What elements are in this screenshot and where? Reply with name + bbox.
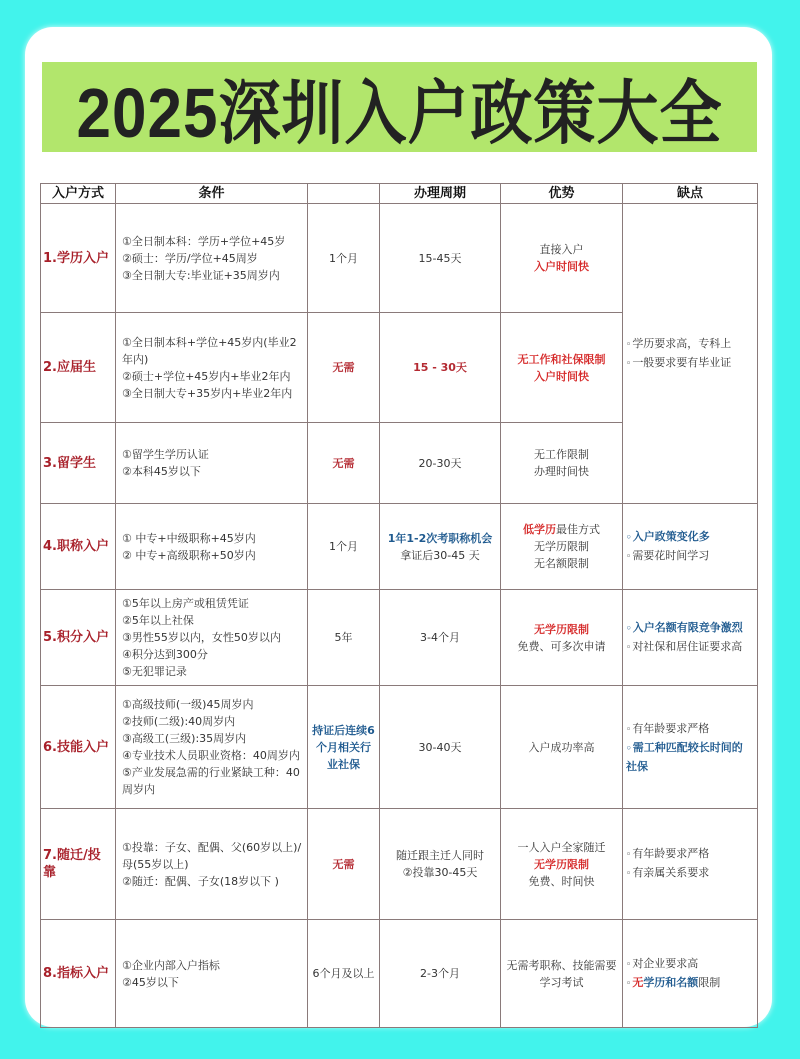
requirement-cell: 无需 bbox=[308, 423, 380, 504]
advantage-item: 一人入户全家随迁 bbox=[517, 840, 606, 854]
advantage-item: 办理时间快 bbox=[534, 465, 589, 478]
advantages-cell bbox=[501, 809, 623, 920]
advantage-item: 入户成功率高 bbox=[528, 740, 595, 754]
header-conditions: 条件 bbox=[116, 184, 308, 204]
table-row bbox=[41, 204, 758, 313]
period-cell bbox=[380, 504, 501, 590]
advantage-item: 无需考职称、技能需要学习考试 bbox=[506, 958, 617, 989]
cons-item: ◦ 需要花时间学习 bbox=[626, 547, 753, 566]
period-cell: 2-3个月 bbox=[380, 920, 501, 1028]
cons-cell bbox=[623, 590, 758, 686]
advantage-item: 无学历限制 bbox=[534, 622, 589, 636]
cons-item: ◦ 需工种匹配较长时间的社保 bbox=[626, 739, 753, 775]
table-row bbox=[41, 686, 758, 809]
page-title: 2025深圳入户政策大全 bbox=[76, 75, 723, 153]
header-cons: 缺点 bbox=[623, 184, 758, 204]
condition-item: ⑤产业发展急需的行业紧缺工种：40周岁内 bbox=[122, 766, 300, 796]
period-cell: 30-40天 bbox=[380, 686, 501, 809]
cons-highlight-red: 无 bbox=[632, 975, 644, 989]
requirement-cell: 无需 bbox=[308, 809, 380, 920]
condition-item: ③高级工(三级):35周岁内 bbox=[122, 732, 247, 745]
advantage-item bbox=[505, 521, 618, 538]
cons-cell bbox=[623, 686, 758, 809]
conditions-cell bbox=[116, 504, 308, 590]
period-item: ②投靠30-45天 bbox=[402, 866, 478, 879]
condition-item: ①企业内部入户指标 bbox=[122, 958, 220, 972]
title-banner bbox=[42, 62, 757, 152]
cons-highlight-blue: 学历和名额 bbox=[643, 975, 699, 989]
condition-item: ⑤无犯罪记录 bbox=[122, 665, 187, 678]
advantage-item: 无工作限制 bbox=[534, 448, 589, 461]
condition-item: ②5年以上社保 bbox=[122, 614, 194, 627]
advantages-cell bbox=[501, 313, 623, 423]
cons-item: ◦ 有年龄要求严格 bbox=[626, 845, 753, 864]
condition-item: ③男性55岁以内，女性50岁以内 bbox=[122, 631, 281, 644]
cons-item: ◦ 有年龄要求严格 bbox=[626, 720, 753, 739]
method-cell: 1.学历入户 bbox=[41, 204, 116, 313]
header-blank bbox=[308, 184, 380, 204]
table-row bbox=[41, 590, 758, 686]
condition-item: ①高级技师(一级)45周岁内 bbox=[122, 698, 254, 711]
advantage-text: 最佳方式 bbox=[556, 523, 600, 536]
advantages-cell bbox=[501, 686, 623, 809]
requirement-cell: 1个月 bbox=[308, 204, 380, 313]
cons-item: ◦ 对企业要求高 bbox=[626, 955, 753, 974]
condition-item: ③全日制大专+35岁内+毕业2年内 bbox=[122, 386, 293, 400]
condition-item: ④积分达到300分 bbox=[122, 648, 208, 661]
advantage-item: 无名额限制 bbox=[534, 557, 589, 570]
advantage-item: 无学历限制 bbox=[534, 857, 589, 871]
period-item: 拿证后30-45 天 bbox=[400, 548, 480, 562]
advantage-item: 无学历限制 bbox=[534, 540, 589, 553]
advantage-item: 免费、时间快 bbox=[528, 874, 595, 888]
cons-item: ◦ 学历要求高，专科上 bbox=[626, 335, 753, 354]
condition-item: ② 中专+高级职称+50岁内 bbox=[122, 548, 256, 562]
cons-item: ◦ 有亲属关系要求 bbox=[626, 864, 753, 883]
period-cell: 15 - 30天 bbox=[380, 313, 501, 423]
period-cell: 20-30天 bbox=[380, 423, 501, 504]
period-item: 随迁跟主迁人同时 bbox=[396, 849, 484, 862]
cons-cell-shared bbox=[623, 204, 758, 504]
requirement-cell: 5年 bbox=[308, 590, 380, 686]
advantages-cell bbox=[501, 204, 623, 313]
requirement-cell: 6个月及以上 bbox=[308, 920, 380, 1028]
cons-item bbox=[626, 974, 753, 993]
period-item: 1年1-2次考职称机会 bbox=[387, 531, 493, 545]
cons-item: ◦ 入户政策变化多 bbox=[626, 528, 753, 547]
header-period: 办理周期 bbox=[380, 184, 501, 204]
cons-item: ◦ 入户名额有限竞争激烈 bbox=[626, 619, 753, 638]
advantages-cell bbox=[501, 590, 623, 686]
method-cell: 7.随迁/投靠 bbox=[41, 809, 116, 920]
advantages-cell bbox=[501, 920, 623, 1028]
method-cell: 2.应届生 bbox=[41, 313, 116, 423]
advantage-item: 入户时间快 bbox=[534, 369, 589, 383]
table-header-row bbox=[41, 184, 758, 204]
condition-item: ②硕士：学历/学位+45周岁 bbox=[122, 251, 258, 265]
condition-item: ②硕士+学位+45岁内+毕业2年内 bbox=[122, 369, 291, 383]
conditions-cell bbox=[116, 686, 308, 809]
cons-item: ◦ 对社保和居住证要求高 bbox=[626, 638, 753, 657]
method-cell: 6.技能入户 bbox=[41, 686, 116, 809]
requirement-cell: 1个月 bbox=[308, 504, 380, 590]
requirement-cell: 持证后连续6个月相关行业社保 bbox=[308, 686, 380, 809]
conditions-cell bbox=[116, 920, 308, 1028]
condition-item: ①全日制本科：学历+学位+45岁 bbox=[122, 234, 286, 248]
condition-item: ① 中专+中级职称+45岁内 bbox=[122, 531, 256, 545]
requirement-cell: 无需 bbox=[308, 313, 380, 423]
period-cell bbox=[380, 809, 501, 920]
condition-item: ②技师(二级):40周岁内 bbox=[122, 715, 236, 728]
table-row bbox=[41, 920, 758, 1028]
cons-cell bbox=[623, 809, 758, 920]
method-cell: 8.指标入户 bbox=[41, 920, 116, 1028]
condition-item: ②随迁：配偶、子女(18岁以下 ) bbox=[122, 874, 279, 888]
conditions-cell bbox=[116, 590, 308, 686]
conditions-cell bbox=[116, 423, 308, 504]
cons-text: 限制 bbox=[698, 975, 721, 989]
method-cell: 4.职称入户 bbox=[41, 504, 116, 590]
advantage-item: 直接入户 bbox=[539, 243, 584, 256]
condition-item: ②45岁以下 bbox=[122, 975, 179, 989]
conditions-cell bbox=[116, 809, 308, 920]
period-cell: 15-45天 bbox=[380, 204, 501, 313]
condition-item: ①全日制本科+学位+45岁内(毕业2年内) bbox=[122, 335, 297, 366]
advantage-item: 无工作和社保限制 bbox=[517, 352, 606, 366]
condition-item: ④专业技术人员职业资格：40周岁内 bbox=[122, 749, 300, 762]
policy-table bbox=[40, 183, 758, 1028]
period-cell: 3-4个月 bbox=[380, 590, 501, 686]
cons-cell bbox=[623, 920, 758, 1028]
condition-item: ①投靠：子女、配偶、父(60岁以上)/母(55岁以上) bbox=[122, 840, 302, 871]
conditions-cell bbox=[116, 204, 308, 313]
conditions-cell bbox=[116, 313, 308, 423]
advantages-cell bbox=[501, 423, 623, 504]
condition-item: ①5年以上房产或租赁凭证 bbox=[122, 597, 249, 610]
cons-cell bbox=[623, 504, 758, 590]
advantage-item: 入户时间快 bbox=[534, 260, 589, 273]
header-method: 入户方式 bbox=[41, 184, 116, 204]
advantage-highlight: 低学历 bbox=[523, 523, 556, 536]
condition-item: ①留学生学历认证 bbox=[122, 448, 209, 461]
advantage-item: 免费、可多次申请 bbox=[517, 639, 606, 653]
table-row bbox=[41, 504, 758, 590]
header-advantages: 优势 bbox=[501, 184, 623, 204]
condition-item: ③全日制大专:毕业证+35周岁内 bbox=[122, 268, 280, 282]
method-cell: 3.留学生 bbox=[41, 423, 116, 504]
cons-item: ◦ 一般要求要有毕业证 bbox=[626, 354, 753, 373]
advantages-cell bbox=[501, 504, 623, 590]
table-row bbox=[41, 809, 758, 920]
method-cell: 5.积分入户 bbox=[41, 590, 116, 686]
condition-item: ②本科45岁以下 bbox=[122, 465, 201, 478]
